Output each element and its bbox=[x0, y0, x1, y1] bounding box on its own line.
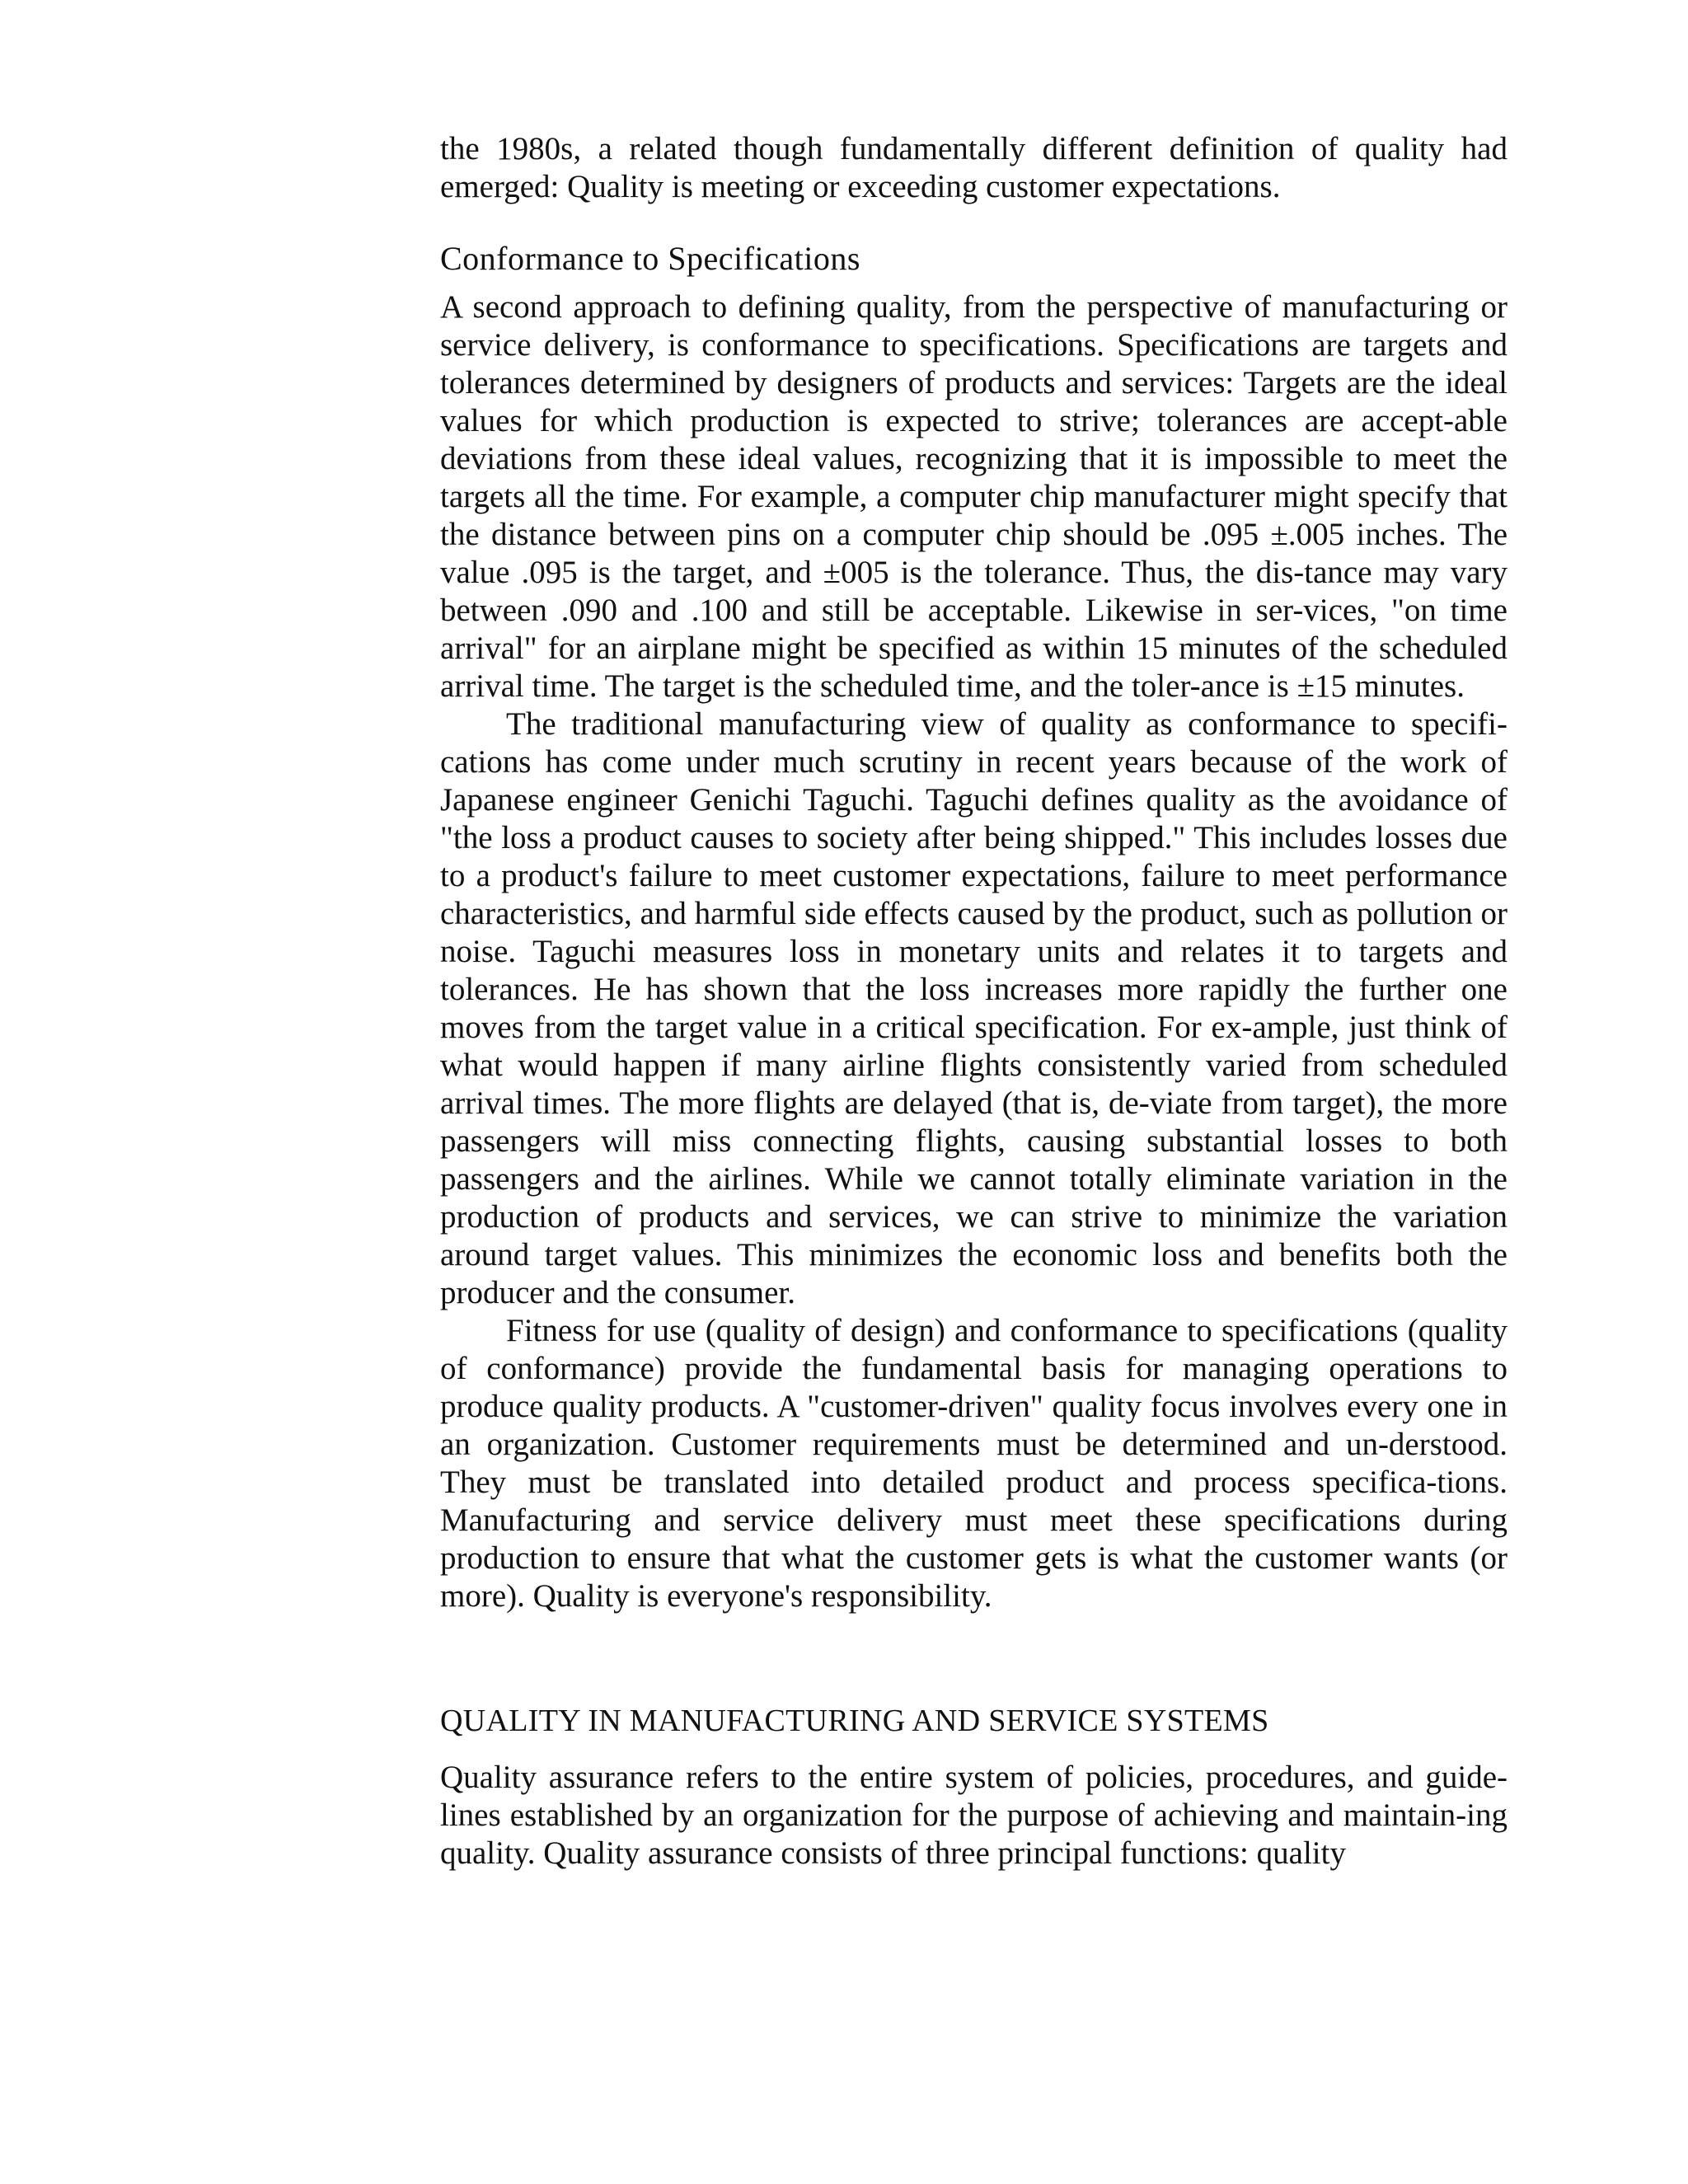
opening-paragraph: the 1980s, a related though fundamentally different definition of quality had emerged: Quality is meeting or exceeding customer expectations. bbox=[440, 131, 1507, 204]
section-heading: QUALITY IN MANUFACTURING AND SERVICE SYSTEMS bbox=[440, 1704, 1269, 1738]
quality-assurance-paragraph: Quality assurance refers to the entire system of policies, procedures, and guide-lines established by an organization for the purpose of achieving and maintain-ing quality. Quality assurance consists of three principal functions: quality bbox=[440, 1760, 1507, 1871]
spacer bbox=[440, 1741, 1507, 1759]
conformance-paragraph-3: Fitness for use (quality of design) and conformance to specifications (quality of conformance) provide the fundamental basis for managing operations to produce quality products. A "customer-driven" quality focus involves every one in an organization. Customer requirements must be determined and un-derstood. They must be translated into detailed product and process specifica-tions. Manufacturing and service delivery must meet these specifications during production to ensure that what the customer gets is what the customer wants (or more). Quality is everyone's responsibility. bbox=[440, 1313, 1507, 1614]
spacer bbox=[440, 206, 1507, 239]
spacer bbox=[440, 279, 1507, 288]
conformance-paragraph-2: The traditional manufacturing view of quality as conformance to specifi-cations has come under much scrutiny in recent years because of the work of Japanese engineer Genichi Taguchi. Taguchi defines quality as the avoidance of "the loss a product causes to society after being shipped." This includes losses due to a product's failure to meet customer expectations, failure to meet performance characteristics, and harmful side effects caused by the product, such as pollution or noise. Taguchi measures loss in monetary units and relates it to targets and tolerances. He has shown that the loss increases more rapidly the further one moves from the target value in a critical specification. For ex-ample, just think of what would happen if many airline flights consistently varied from scheduled arrival times. The more flights are delayed (that is, de-viate from target), the more passengers will miss connecting flights, causing substantial losses to both passengers and the airlines. While we cannot totally eliminate variation in the production of products and services, we can strive to minimize the variation around target values. This minimizes the economic loss and benefits both the producer and the consumer. bbox=[440, 706, 1507, 1310]
conformance-paragraph-1: A second approach to defining quality, from the perspective of manufacturing or service delivery, is conformance to specifications. Specifications are targets and tolerances determined by designers of products and services: Targets are the ideal values for which production is expected to strive; tolerances are accept-able deviations from these ideal values, recognizing that it is impossible to meet the targets all the time. For example, a computer chip manufacturer might specify that the distance between pins on a computer chip should be .095 ±.005 inches. The value .095 is the target, and ±005 is the tolerance. Thus, the dis-tance may vary between .090 and .100 and still be acceptable. Likewise in ser-vices, "on time arrival" for an airplane might be specified as within 15 minutes of the scheduled arrival time. The target is the scheduled time, and the toler-ance is ±15 minutes. bbox=[440, 289, 1507, 704]
spacer bbox=[440, 1615, 1507, 1701]
subsection-heading: Conformance to Specifications bbox=[440, 240, 860, 277]
text-column bbox=[440, 130, 1507, 1872]
